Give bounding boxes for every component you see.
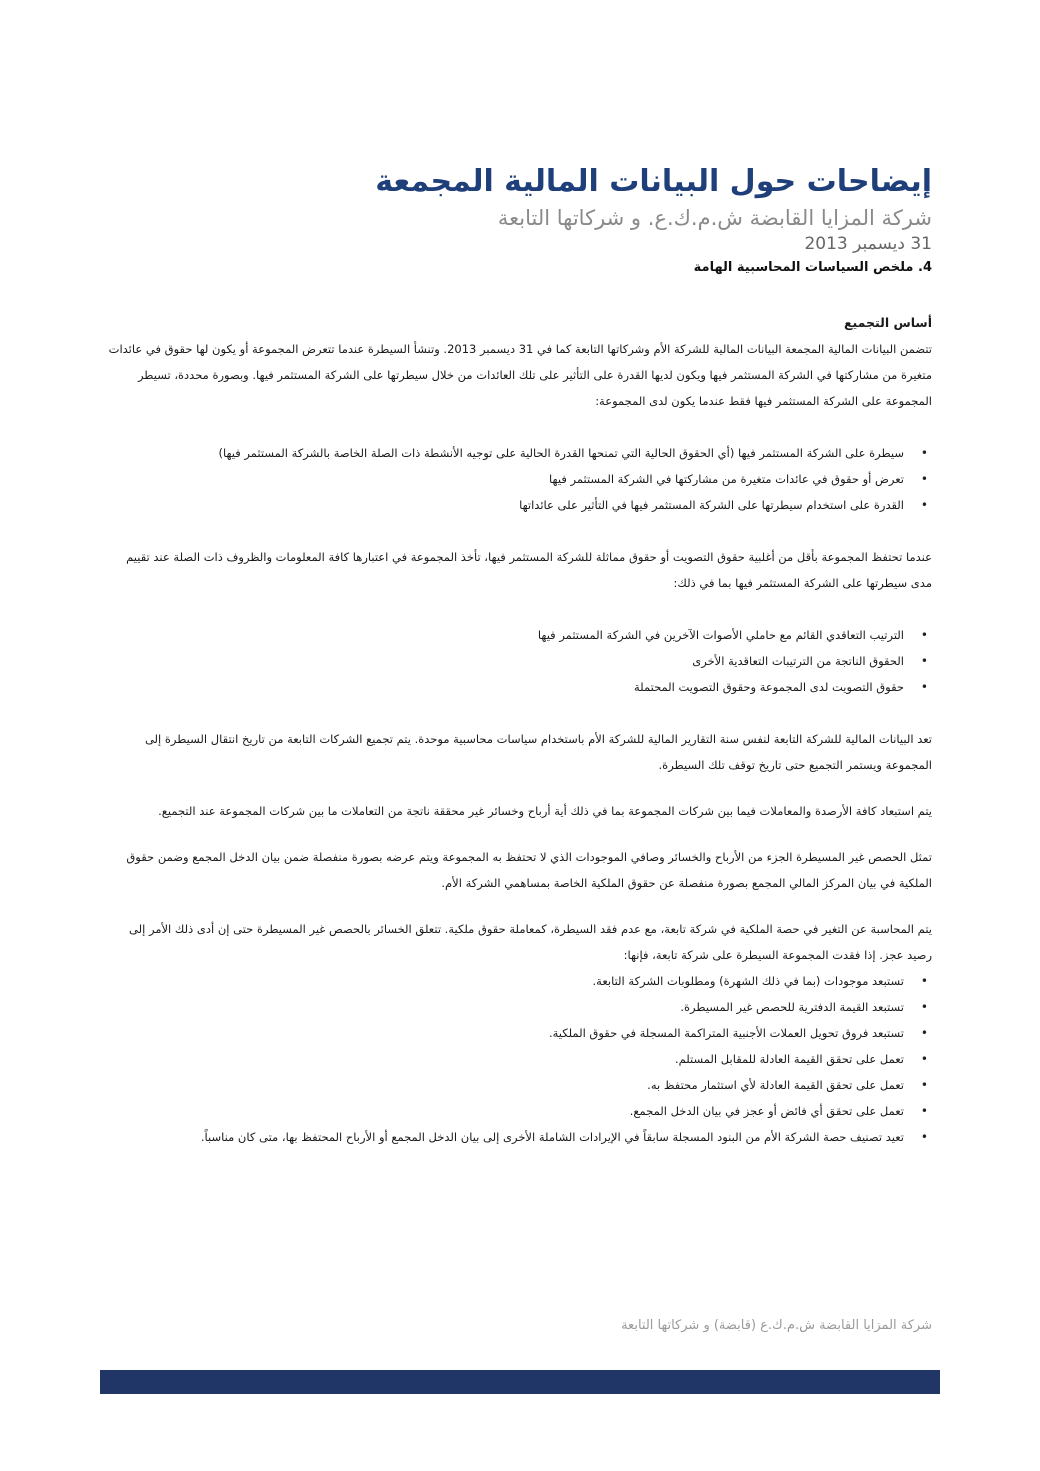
list-item: • القدرة على استخدام سيطرتها على الشركة المستثمر فيها في التأثير على عائداتها: [102, 492, 904, 518]
footer-company-name: شركة المزايا القابضة ش.م.ك.ع (قابضة) و شركاتها التابعة: [621, 1318, 932, 1333]
list-item: • تستبعد موجودات (بما في ذلك الشهرة) ومطلوبات الشركة التابعة.: [102, 968, 904, 994]
list-item: • الحقوق الناتجة من الترتيبات التعاقدية الأخرى: [102, 648, 904, 674]
list-item: • تستبعد القيمة الدفترية للحصص غير المسيطرة.: [102, 994, 904, 1020]
list-item: • سيطرة على الشركة المستثمر فيها (أي الحقوق الحالية التي تمنحها القدرة الحالية على توجيه الأنشطة ذات الصلة الخاصة بالشركة المستثمر فيها): [102, 440, 904, 466]
page-header: [112, 160, 932, 256]
company-name: شركة المزايا القابضة ش.م.ك.ع. و شركاتها التابعة: [497, 206, 932, 230]
section-heading: 4. ملخص السياسات المحاسبية الهامة: [693, 260, 932, 275]
basis-heading: أساس التجميع: [844, 315, 932, 330]
paragraph-5: تمثل الحصص غير المسيطرة الجزء من الأرباح والخسائر وصافي الموجودات الذي لا تحتفظ به المجموعة ويتم عرضه بصورة منفصلة ضمن بيان الدخل المجمع وضمن حقوق الملكية في بيان المركز المالي المجمع بصورة منفصلة عن حقوق الملكية الخاصة بمساهمي الشركة الأم.: [126, 850, 932, 890]
list-item: • تعيد تصنيف حصة الشركة الأم من البنود المسجلة سابقاً في الإيرادات الشاملة الأخرى إلى بيان الدخل المجمع أو الأرباح المحتفظ بها، متى كان مناسباً.: [102, 1124, 904, 1150]
list-item: • تعمل على تحقق أي فائض أو عجز في بيان الدخل المجمع.: [102, 1098, 904, 1124]
paragraph-6: يتم المحاسبة عن التغير في حصة الملكية في شركة تابعة، مع عدم فقد السيطرة، كمعاملة حقوق ملكية. تتعلق الخسائر بالحصص غير المسيطرة حتى إن أدى ذلك الأمر إلى رصيد عجز. إذا فقدت المجموعة السيطرة على شركة تابعة، فإنها:: [129, 922, 932, 962]
paragraph-1: تتضمن البيانات المالية المجمعة البيانات المالية للشركة الأم وشركاتها التابعة كما في 31 ديسمبر 2013. وتنشأ السيطرة عندما تتعرض المجموعة أو يكون لها حقوق في عائدات متغيرة من مشاركتها في الشركة المستثمر فيها ويكون لديها القدرة على التأثير على تلك العائدات من خلال سيطرتها على الشركة المستثمر فيها. وبصورة محددة، تسيطر المجموعة على الشركة المستثمر فيها فقط عندما يكون لدى المجموعة:: [108, 342, 932, 408]
list-item: • تعرض أو حقوق في عائدات متغيرة من مشاركتها في الشركة المستثمر فيها: [102, 466, 904, 492]
list-item: • تعمل على تحقق القيمة العادلة للمقابل المستلم.: [102, 1046, 904, 1072]
list-item: • حقوق التصويت لدى المجموعة وحقوق التصويت المحتملة: [102, 674, 904, 700]
control-criteria-list: [102, 440, 932, 518]
report-date: 31 ديسمبر 2013: [804, 234, 932, 254]
paragraph-3: تعد البيانات المالية للشركة التابعة لنفس سنة التقارير المالية للشركة الأم باستخدام سياسات محاسبية موحدة. يتم تجميع الشركات التابعة من تاريخ انتقال السيطرة إلى المجموعة ويستمر التجميع حتى تاريخ توقف تلك السيطرة.: [144, 732, 932, 772]
loss-of-control-list: [102, 968, 932, 1150]
footer-bar: [100, 1370, 940, 1394]
list-item: • تستبعد فروق تحويل العملات الأجنبية المتراكمة المسجلة في حقوق الملكية.: [102, 1020, 904, 1046]
page-title: إيضاحات حول البيانات المالية المجمعة: [375, 164, 932, 199]
paragraph-4: يتم استبعاد كافة الأرصدة والمعاملات فيما بين شركات المجموعة بما في ذلك أية أرباح وخسائر غير محققة ناتجة من التعاملات ما بين شركات المجموعة عند التجميع.: [158, 804, 932, 818]
assessment-factors-list: [102, 622, 932, 700]
paragraph-2: عندما تحتفظ المجموعة بأقل من أغلبية حقوق التصويت أو حقوق مماثلة للشركة المستثمر فيها، تأخذ المجموعة في اعتبارها كافة المعلومات والظروف ذات الصلة عند تقييم مدى سيطرتها على الشركة المستثمر فيها بما في ذلك:: [126, 550, 932, 590]
document-body: [102, 310, 932, 1150]
list-item: • تعمل على تحقق القيمة العادلة لأي استثمار محتفظ به.: [102, 1072, 904, 1098]
list-item: • الترتيب التعاقدي القائم مع حاملي الأصوات الآخرين في الشركة المستثمر فيها: [102, 622, 904, 648]
